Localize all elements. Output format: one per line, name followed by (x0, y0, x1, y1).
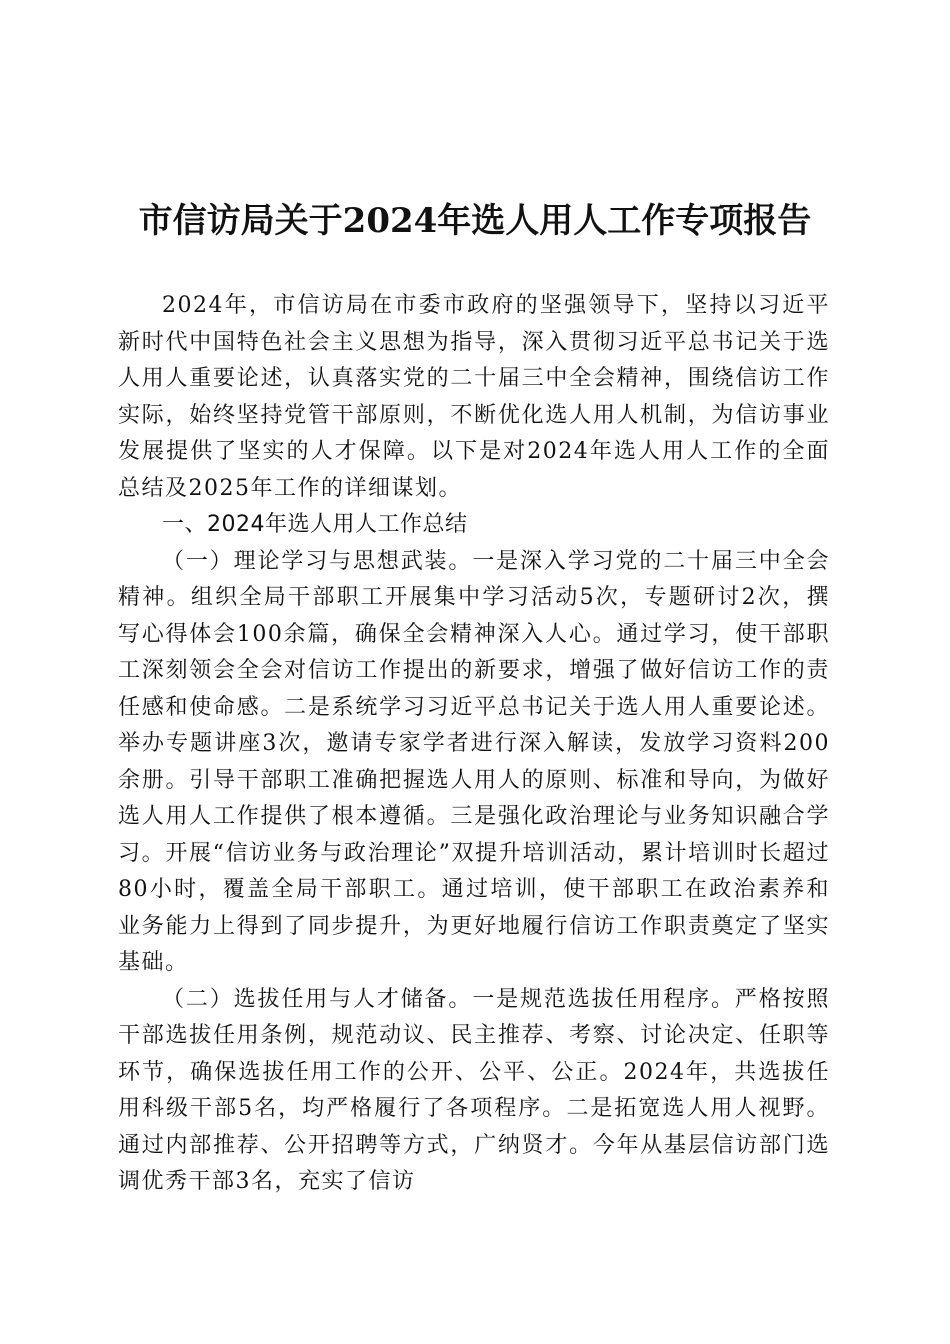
subsection-heading: （一）理论学习与思想武装。 (162, 548, 473, 574)
section-heading: 一、2024年选人用人工作总结 (162, 512, 468, 537)
subsection-text: 一是深入学习党的二十届三中全会精神。组织全局干部职工开展集中学习活动5次，专题研讨2次，撰写心得体会100余篇，确保全会精神深入人心。通过学习，使干部职工深刻领会全会对信访工作提出的新要求，增强了做好信访工作的责任感和使命感。二是系统学习习近平总书记关于选人用人重要论述。举办专题讲座3次，邀请专家学者进行深入解读，发放学习资料200余册。引导干部职工准确把握选人用人的原则、标准和导向，为做好选人用人工作提供了根本遵循。三是强化政治理论与业务知识融合学习。开展“信访业务与政治理论”双提升培训活动，累计培训时长超过80小时，覆盖全局干部职工。通过培训，使干部职工在政治素养和业务能力上得到了同步提升，为更好地履行信访工作职责奠定了坚实基础。 (118, 548, 830, 975)
document-title: 市信访局关于2024年选人用人工作专项报告 (138, 201, 812, 241)
subsection-heading: （二）选拔任用与人才储备。 (162, 986, 473, 1012)
document-body (118, 288, 830, 1201)
intro-paragraph: 2024年，市信访局在市委市政府的坚强领导下，坚持以习近平新时代中国特色社会主义思想为指导，深入贯彻习近平总书记关于选人用人重要论述，认真落实党的二十届三中全会精神，围绕信访工作实际，始终坚持党管干部原则，不断优化选人用人机制，为信访事业发展提供了坚实的人才保障。以下是对2024年选人用人工作的全面总结及2025年工作的详细谋划。 (118, 293, 830, 501)
subsection-paragraph (118, 544, 830, 982)
subsection-paragraph (118, 982, 830, 1201)
subsection-text: 一是规范选拔任用程序。严格按照干部选拔任用条例，规范动议、民主推荐、考察、讨论决定、任职等环节，确保选拔任用工作的公开、公平、公正。2024年，共选拔任用科级干部5名，均严格履行了各项程序。二是拓宽选人用人视野。通过内部推荐、公开招聘等方式，广纳贤才。今年从基层信访部门选调优秀干部3名，充实了信访 (118, 986, 830, 1194)
